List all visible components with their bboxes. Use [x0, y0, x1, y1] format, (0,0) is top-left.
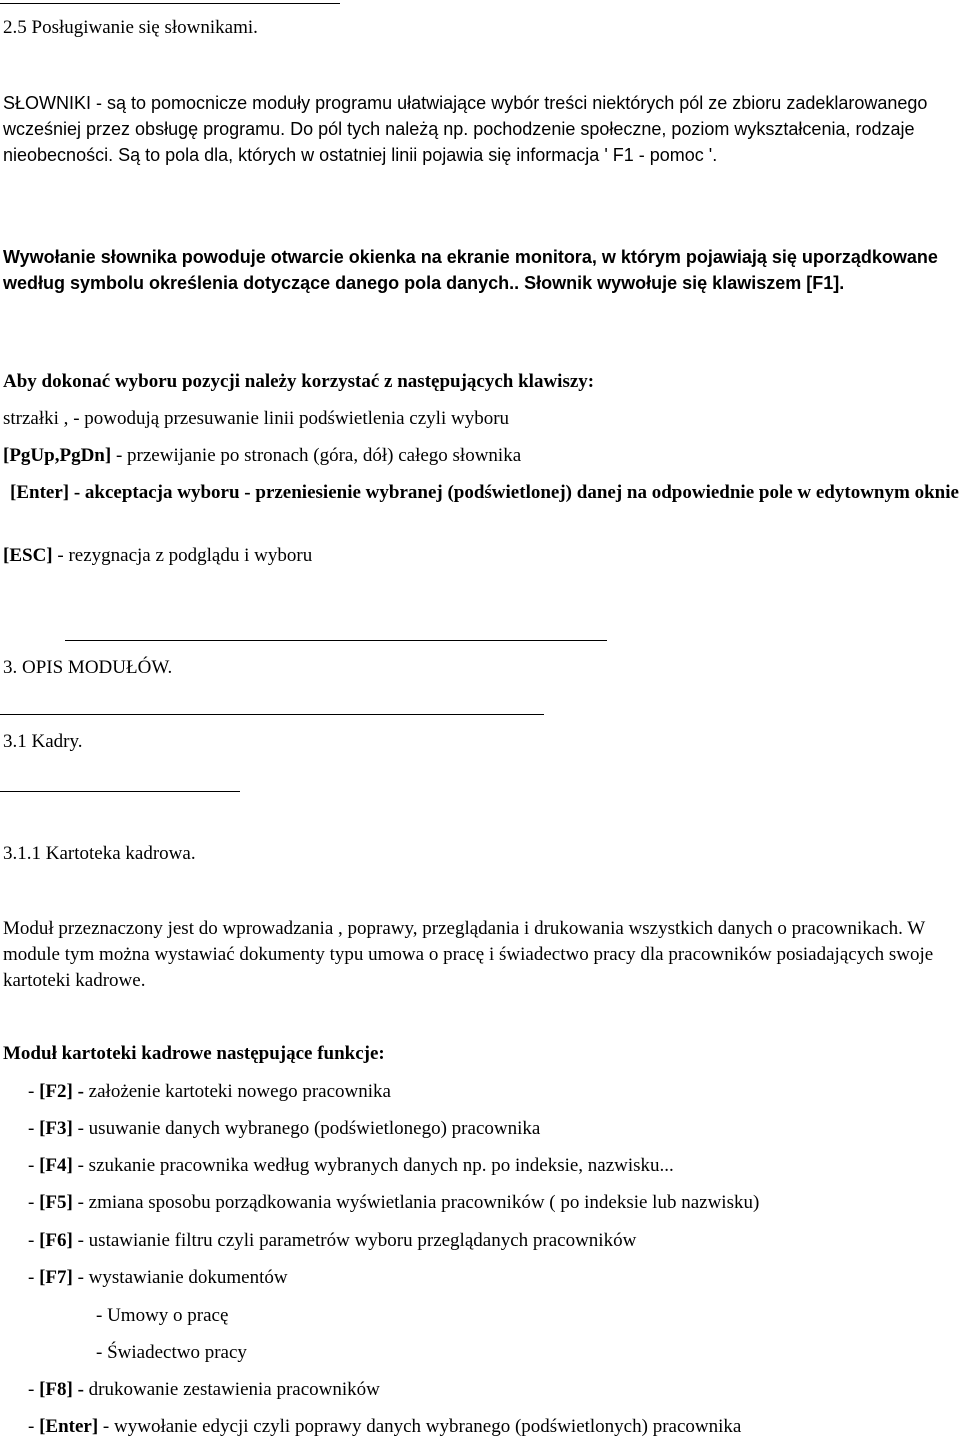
function-description: założenie kartoteki nowego pracownika — [83, 1081, 391, 1102]
key-row-enter — [10, 480, 960, 506]
function-prefix: - — [28, 1267, 40, 1288]
function-key: [F8] - — [39, 1379, 84, 1400]
heading-rule — [0, 791, 240, 792]
function-item-f4 — [28, 1153, 674, 1179]
function-subitem-employment-contract: - Umowy o pracę — [96, 1305, 229, 1326]
dictionary-call-paragraph: Wywołanie słownika powoduje otwarcie okienka na ekranie monitora, w którym pojawiają się uporządkowane według symbolu określenia dotyczące danego pola danych.. Słownik wywołuje się klawiszem [F1]. — [3, 247, 938, 293]
key-description: - przewijanie po stronach (góra, dół) całego słownika — [111, 445, 522, 466]
function-key: [F2] - — [39, 1081, 84, 1102]
function-subitem-work-certificate: - Świadectwo pracy — [96, 1342, 247, 1363]
function-key: [Enter] — [39, 1416, 99, 1437]
key-description: - rezygnacja z podglądu i wyboru — [52, 545, 313, 566]
heading-rule — [0, 714, 544, 715]
function-description: - wywołanie edycji czyli poprawy danych wybranego (podświetlonych) pracownika — [98, 1416, 742, 1437]
function-description: - zmiana sposobu porządkowania wyświetlania pracowników ( po indeksie lub nazwisku) — [72, 1192, 760, 1213]
function-item-f2 — [28, 1079, 391, 1105]
function-prefix: - — [28, 1155, 40, 1176]
heading-rule — [0, 3, 340, 4]
function-key: [F6] — [39, 1230, 73, 1251]
function-prefix: - — [28, 1230, 40, 1251]
intro-paragraph: SŁOWNIKI - są to pomocnicze moduły programu ułatwiające wybór treści niektórych pól ze zbioru zadeklarowanego wcześniej przez obsługę programu. Do pól tych należą np. pochodzenie społeczne, poziom wykształcenia, rodzaje nieobecności. Są to pola dla, których w ostatniej linii pojawia się informacja ' F1 - pomoc '. — [3, 93, 928, 165]
function-item-f7 — [28, 1265, 288, 1291]
function-key: [F5] — [39, 1192, 73, 1213]
keys-heading: Aby dokonać wyboru pozycji należy korzystać z następujących klawiszy: — [3, 371, 595, 392]
functions-heading: Moduł kartoteki kadrowe następujące funkcje: — [3, 1043, 385, 1064]
section-heading-3-1-1: 3.1.1 Kartoteka kadrowa. — [3, 843, 196, 864]
function-item-f8 — [28, 1377, 380, 1403]
function-item-f6 — [28, 1228, 636, 1254]
function-item-f5 — [28, 1190, 759, 1216]
key-description: - powodują przesuwanie linii podświetlenia czyli wyboru — [68, 408, 510, 429]
function-key: [F4] — [39, 1155, 73, 1176]
function-prefix: - — [28, 1379, 40, 1400]
function-prefix: - — [28, 1081, 40, 1102]
function-description: - wystawianie dokumentów — [72, 1267, 288, 1288]
function-item-f3 — [28, 1116, 540, 1142]
key-description: - akceptacja wyboru - przeniesienie wybranej (podświetlonej) danej na odpowiednie pole w edytownym oknie — [69, 482, 959, 503]
function-item-enter — [28, 1414, 741, 1440]
section-heading-2-5: 2.5 Posługiwanie się słownikami. — [3, 17, 258, 38]
section-heading-3: 3. OPIS MODUŁÓW. — [3, 657, 173, 678]
key-row-esc — [3, 543, 312, 569]
function-key: [F3] — [39, 1118, 73, 1139]
section-heading-3-1: 3.1 Kadry. — [3, 731, 83, 752]
key-row-arrows — [3, 406, 509, 432]
function-prefix: - — [28, 1416, 40, 1437]
function-key: [F7] — [39, 1267, 73, 1288]
key-label: [Enter] — [10, 482, 70, 503]
function-description: - usuwanie danych wybranego (podświetlonego) pracownika — [72, 1118, 541, 1139]
heading-rule — [65, 640, 607, 641]
key-label: [ESC] — [3, 545, 53, 566]
key-row-pgup-pgdn — [3, 443, 521, 469]
function-description: - szukanie pracownika według wybranych danych np. po indeksie, nazwisku... — [72, 1155, 674, 1176]
function-description: - ustawianie filtru czyli parametrów wyboru przeglądanych pracowników — [72, 1230, 637, 1251]
function-description: drukowanie zestawienia pracowników — [83, 1379, 380, 1400]
function-prefix: - — [28, 1118, 40, 1139]
module-description-paragraph: Moduł przeznaczony jest do wprowadzania , poprawy, przeglądania i drukowania wszystkich danych o pracownikach. W module tym można wystawiać dokumenty typu umowa o pracę i świadectwo pracy dla pracowników posiadających swoje kartoteki kadrowe. — [3, 918, 934, 991]
key-label: strzałki , — [3, 408, 69, 429]
function-prefix: - — [28, 1192, 40, 1213]
key-label: [PgUp,PgDn] — [3, 445, 112, 466]
